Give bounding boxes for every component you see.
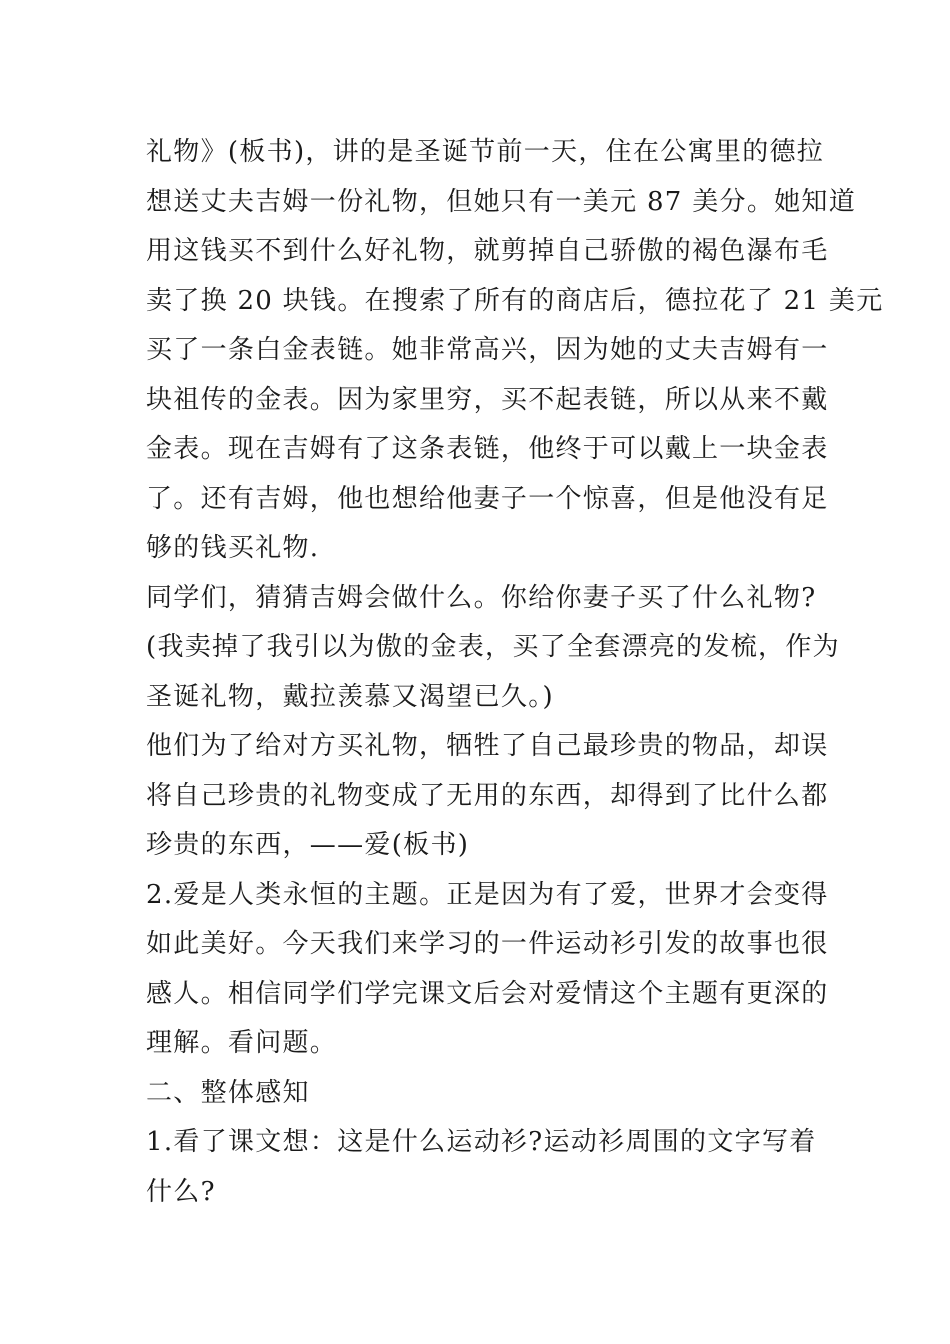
text-line-17: 如此美好。今天我们来学习的一件运动衫引发的故事也很 — [146, 929, 829, 959]
text-line-3: 用这钱买不到什么好礼物，就剪掉自己骄傲的褐色瀑布毛 — [146, 236, 829, 266]
text-line-6: 块祖传的金表。因为家里穷，买不起表链，所以从来不戴 — [146, 384, 829, 415]
section-heading: 二、整体感知 — [146, 1077, 310, 1108]
text-line-11: (我卖掉了我引以为傲的金表，买了全套漂亮的发梳，作为 — [146, 632, 840, 662]
text-line-15: 珍贵的东西，——爱(板书) — [146, 830, 470, 860]
text-line-4: 卖了换 20 块钱。在搜索了所有的商店后，德拉花了 21 美元 — [146, 285, 884, 316]
text-line-10: 同学们，猜猜吉姆会做什么。你给你妻子买了什么礼物? — [146, 582, 817, 613]
text-line-18: 感人。相信同学们学完课文后会对爱情这个主题有更深的 — [146, 978, 829, 1009]
text-line-16: 2.爱是人类永恒的主题。正是因为有了爱，世界才会变得 — [146, 879, 829, 910]
body-text — [146, 128, 884, 1217]
text-line-13: 他们为了给对方买礼物，牺牲了自己最珍贵的物品，却误 — [146, 731, 829, 761]
text-line-9: 够的钱买礼物. — [146, 533, 320, 563]
text-line-12: 圣诞礼物，戴拉羡慕又渴望已久。) — [146, 681, 554, 712]
text-line-2: 想送丈夫吉姆一份礼物，但她只有一美元 87 美分。她知道 — [146, 186, 857, 217]
text-line-5: 买了一条白金表链。她非常高兴，因为她的丈夫吉姆有一 — [146, 335, 829, 365]
text-line-1: 礼物》(板书)，讲的是圣诞节前一天，住在公寓里的德拉 — [146, 137, 825, 167]
text-line-22: 什么? — [146, 1176, 216, 1207]
text-line-14: 将自己珍贵的礼物变成了无用的东西，却得到了比什么都 — [146, 780, 829, 811]
text-line-21: 1.看了课文想：这是什么运动衫?运动衫周围的文字写着 — [146, 1127, 817, 1157]
text-line-7: 金表。现在吉姆有了这条表链，他终于可以戴上一块金表 — [146, 434, 829, 464]
text-line-8: 了。还有吉姆，他也想给他妻子一个惊喜，但是他没有足 — [146, 483, 829, 514]
text-line-19: 理解。看问题。 — [146, 1028, 338, 1058]
